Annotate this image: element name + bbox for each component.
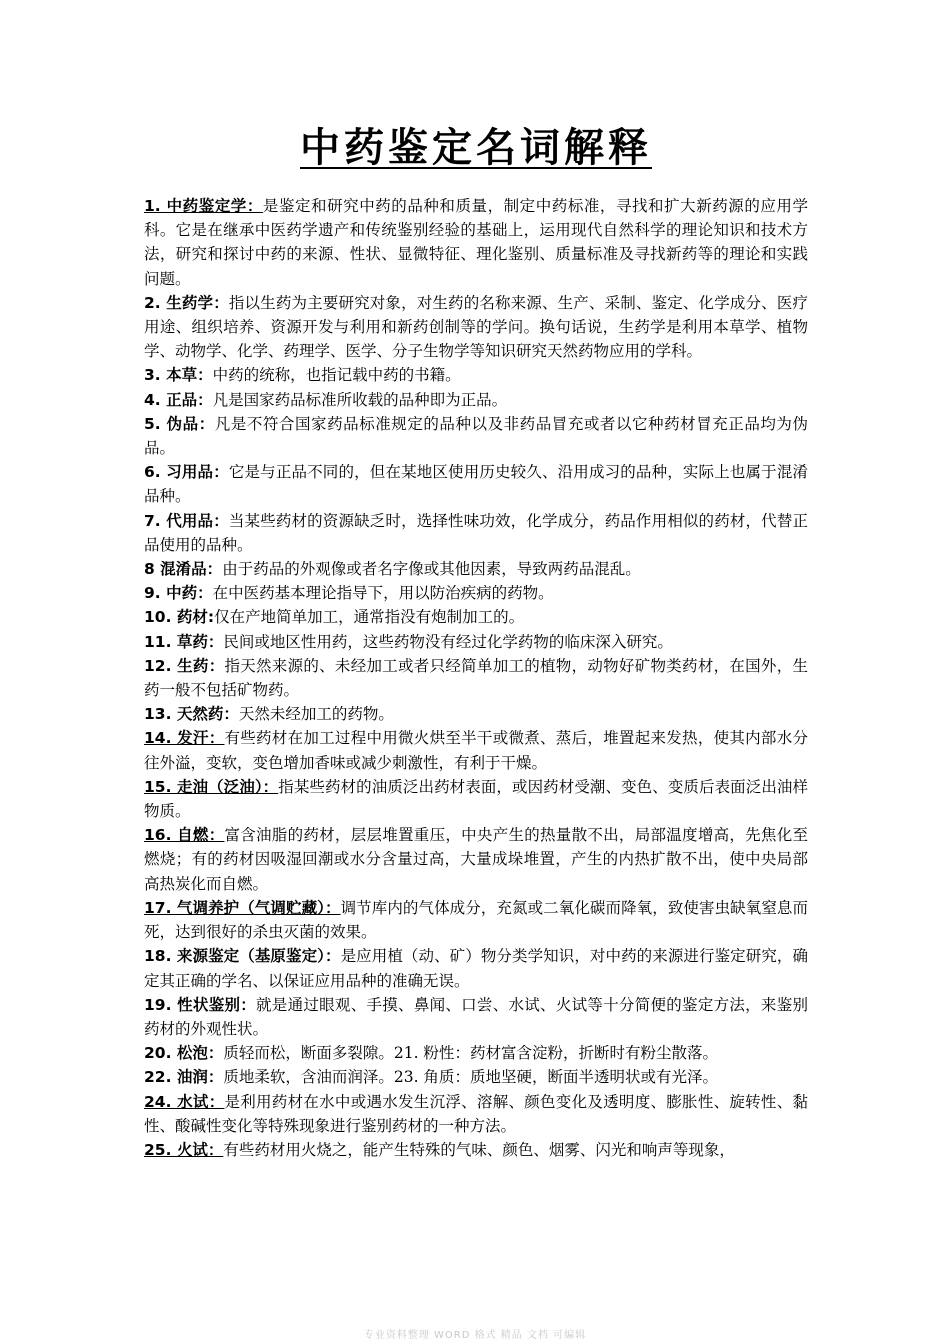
glossary-term: 6. 习用品： <box>144 463 229 482</box>
glossary-term: 16. 自燃： <box>144 826 225 845</box>
glossary-term: 14. 发汗： <box>144 729 225 748</box>
glossary-definition: 富含油脂的药材，层层堆置重压，中央产生的热量散不出，局部温度增高，先焦化至燃烧；有的药材因吸湿回潮或水分含量过高，大量成垛堆置，产生的内热扩散不出，使中央局部高热炭化而自燃。 <box>144 826 808 893</box>
glossary-term: 20. 松泡： <box>144 1044 224 1063</box>
glossary-definition: 它是与正品不同的，但在某地区使用历史较久、沿用成习的品种，实际上也属于混淆品种。 <box>144 463 808 506</box>
glossary-term: 25. 火试： <box>144 1140 224 1159</box>
glossary-entry <box>144 775 808 823</box>
glossary-term: 18. 来源鉴定（基原鉴定）： <box>144 947 341 966</box>
glossary-entry <box>144 823 808 896</box>
glossary-entry <box>144 291 808 364</box>
glossary-list <box>144 194 808 1162</box>
glossary-entry <box>144 460 808 508</box>
glossary-definition: 中药的统称，也指记载中药的书籍。 <box>212 366 461 385</box>
glossary-term: 3. 本草： <box>144 366 213 385</box>
glossary-entry <box>144 993 808 1041</box>
glossary-term: 4. 正品： <box>144 390 213 409</box>
glossary-definition: 仅在产地简单加工，通常指没有炮制加工的。 <box>214 608 525 627</box>
glossary-term: 12. 生药： <box>144 656 225 675</box>
glossary-entry <box>144 1138 808 1162</box>
glossary-entry <box>144 726 808 774</box>
glossary-entry <box>144 388 808 412</box>
glossary-entry <box>144 896 808 944</box>
glossary-term: 22. 油润： <box>144 1068 224 1087</box>
glossary-entry <box>144 702 808 726</box>
glossary-entry <box>144 509 808 557</box>
glossary-entry <box>144 944 808 992</box>
glossary-definition: 质轻而松，断面多裂隙。21. 粉性：药材富含淀粉，折断时有粉尘散落。 <box>223 1044 718 1063</box>
glossary-definition: 凡是不符合国家药品标准规定的品种以及非药品冒充或者以它种药材冒充正品均为伪品。 <box>144 414 808 458</box>
glossary-term: 11. 草药： <box>144 632 224 651</box>
glossary-term: 15. 走油（泛油）： <box>144 777 279 796</box>
glossary-definition: 民间或地区性用药，这些药物没有经过化学药物的临床深入研究。 <box>223 632 673 651</box>
glossary-definition: 在中医药基本理论指导下，用以防治疾病的药物。 <box>212 584 554 603</box>
glossary-definition: 凡是国家药品标准所收载的品种即为正品。 <box>212 390 508 409</box>
glossary-definition: 是利用药材在水中或遇水发生沉浮、溶解、颜色变化及透明度、膨胀性、旋转性、黏性、酸碱性变化等特殊现象进行鉴别药材的一种方法。 <box>144 1092 808 1135</box>
glossary-entry <box>144 1065 808 1089</box>
glossary-definition: 天然未经加工的药物。 <box>238 705 394 724</box>
glossary-entry <box>144 1041 808 1065</box>
glossary-definition: 指天然来源的、未经加工或者只经简单加工的植物，动物好矿物类药材，在国外，生药一般不包括矿物药。 <box>144 656 808 700</box>
glossary-definition: 有些药材用火烧之，能产生特殊的气味、颜色、烟雾、闪光和响声等现象， <box>223 1140 735 1159</box>
glossary-term: 9. 中药： <box>144 584 213 603</box>
glossary-term: 7. 代用品： <box>144 511 229 530</box>
glossary-entry <box>144 557 808 581</box>
glossary-definition: 调节库内的气体成分，充氮或二氧化碳而降氧，致使害虫缺氧窒息而死，达到很好的杀虫灭菌的效果。 <box>144 898 808 942</box>
glossary-entry <box>144 412 808 460</box>
glossary-term: 13. 天然药： <box>144 705 239 724</box>
glossary-entry <box>144 605 808 629</box>
glossary-definition: 质地柔软，含油而润泽。23. 角质：质地坚硬，断面半透明状或有光泽。 <box>223 1068 718 1087</box>
glossary-term: 1. 中药鉴定学： <box>144 197 263 215</box>
glossary-term: 17. 气调养护（气调贮藏）： <box>144 898 341 917</box>
glossary-definition: 指某些药材的油质泛出药材表面，或因药材受潮、变色、变质后表面泛出油样物质。 <box>144 777 808 821</box>
glossary-term: 19. 性状鉴别： <box>144 995 257 1014</box>
glossary-entry <box>144 363 808 387</box>
glossary-term: 24. 水试： <box>144 1092 225 1111</box>
glossary-entry <box>144 654 808 702</box>
glossary-entry <box>144 581 808 605</box>
document-title: 中药鉴定名词解释 <box>300 124 652 171</box>
glossary-entry <box>144 1090 808 1138</box>
glossary-entry <box>144 630 808 654</box>
glossary-definition: 是应用植（动、矿）物分类学知识，对中药的来源进行鉴定研究，确定其正确的学名、以保证应用品种的准确无误。 <box>144 947 808 990</box>
glossary-definition: 有些药材在加工过程中用微火烘至半干或微煮、蒸后，堆置起来发热，使其内部水分往外溢，变软，变色增加香味或减少刺激性，有利于干燥。 <box>144 729 808 772</box>
glossary-term: 8 混淆品： <box>144 560 223 579</box>
glossary-definition: 当某些药材的资源缺乏时，选择性味功效，化学成分，药品作用相似的药材，代替正品使用的品种。 <box>144 511 808 554</box>
glossary-entry <box>144 194 808 291</box>
glossary-term: 5. 伪品： <box>144 414 215 433</box>
glossary-definition: 由于药品的外观像或者名字像或其他因素，导致两药品混乱。 <box>222 560 641 579</box>
glossary-definition: 是鉴定和研究中药的品种和质量，制定中药标准，寻找和扩大新药源的应用学科。它是在继承中医药学遗产和传统鉴别经验的基础上，运用现代自然科学的理论知识和技术方法，研究和探讨中药的来源、性状、显微特征、理化鉴别、质量标准及寻找新药等的理论和实践问题。 <box>144 197 808 288</box>
glossary-term: 10. 药材: <box>144 608 215 627</box>
glossary-term: 2. 生药学： <box>144 293 229 312</box>
document-page <box>144 120 808 1162</box>
glossary-definition: 就是通过眼观、手摸、鼻闻、口尝、水试、火试等十分简便的鉴定方法，来鉴别药材的外观性状。 <box>144 995 808 1038</box>
page-footer: 专业资料整理 WORD 格式 精品 文档 可编辑 <box>363 1330 587 1341</box>
glossary-definition: 指以生药为主要研究对象，对生药的名称来源、生产、采制、鉴定、化学成分、医疗用途、组织培养、资源开发与利用和新药创制等的学问。换句话说，生药学是利用本草学、植物学、动物学、化学、药理学、医学、分子生物学等知识研究天然药物应用的学科。 <box>144 293 808 361</box>
